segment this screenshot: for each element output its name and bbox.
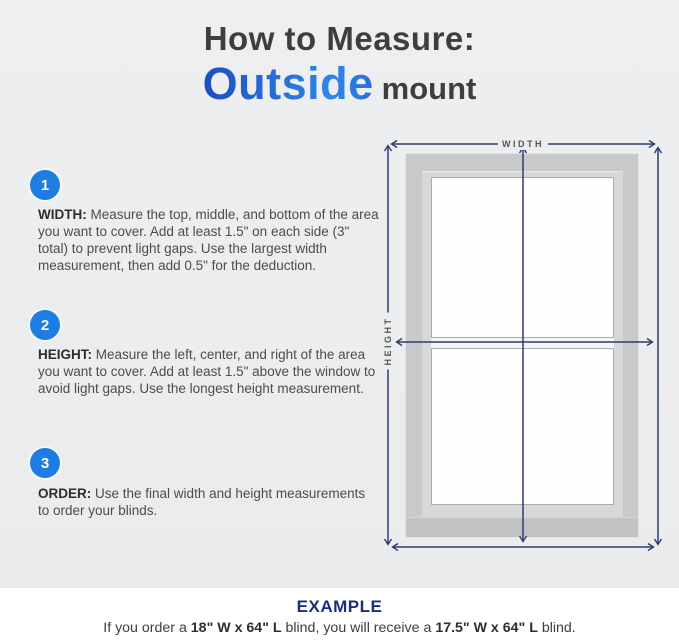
window-pane-top (431, 177, 614, 338)
step-3-label: ORDER: (38, 486, 92, 501)
width-dimension-label: WIDTH (498, 138, 548, 150)
step-2-number-badge: 2 (30, 310, 60, 340)
height-dimension-label: HEIGHT (382, 312, 394, 369)
title-suffix: mount (381, 70, 477, 106)
step-2-body: Measure the left, center, and right of the area you want to cover. Add at least 1.5" above the window to avoid light gaps. Use the longest height measurement. (38, 347, 376, 396)
window-pane-bottom (431, 348, 614, 505)
step-1-number-badge: 1 (30, 170, 60, 200)
step-1-body: Measure the top, middle, and bottom of the area you want to cover. Add at least 1.5" on each side (3" total) to prevent light gaps. Use the largest width measurement, then add 0.5" for the deduction. (38, 207, 379, 273)
title-line-1: How to Measure: (203, 20, 476, 57)
window-rail (431, 338, 614, 348)
step-3-number-badge: 3 (30, 448, 60, 478)
example-footer (0, 588, 679, 644)
step-1-text (38, 206, 380, 274)
step-3-text (38, 485, 380, 519)
title-mount-type: Outside (202, 57, 374, 109)
title-line-2 (0, 57, 679, 109)
step-1-label: WIDTH: (38, 207, 87, 222)
step-2-label: HEIGHT: (38, 347, 92, 362)
step-3-body: Use the final width and height measurements to order your blinds. (38, 486, 366, 518)
example-heading: EXAMPLE (296, 597, 383, 616)
example-sentence: If you order a 18" W x 64" L blind, you will receive a 17.5" W x 64" L blind. (103, 620, 576, 636)
page-title (0, 22, 679, 107)
window-sill (406, 517, 638, 537)
step-2-text (38, 346, 380, 397)
